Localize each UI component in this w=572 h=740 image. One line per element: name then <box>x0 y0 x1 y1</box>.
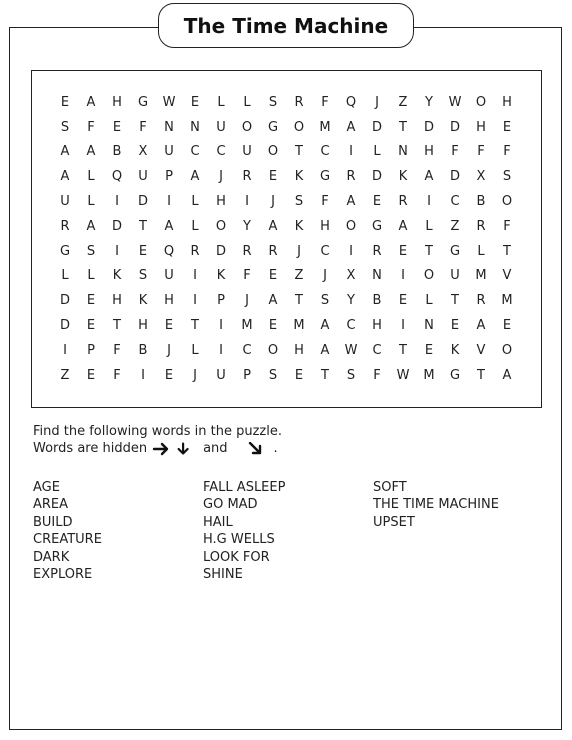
grid-letter: A <box>346 194 356 210</box>
grid-letter: O <box>267 342 279 358</box>
grid-letter: T <box>477 367 485 383</box>
word-item: FALL ASLEEP <box>203 480 286 495</box>
grid-letter: X <box>476 169 486 185</box>
grid-row <box>52 313 520 338</box>
grid-letter: J <box>219 169 223 185</box>
grid-letter: S <box>138 268 148 284</box>
grid-letter: F <box>373 367 381 383</box>
grid-letter: S <box>502 169 512 185</box>
grid-letter: C <box>320 144 330 160</box>
grid-letter: E <box>60 94 70 110</box>
word-list-column-3 <box>373 479 499 531</box>
word-item: SOFT <box>373 480 407 495</box>
grid-letter: C <box>346 318 356 334</box>
word-item: THE TIME MACHINE <box>373 497 499 513</box>
grid-letter: N <box>372 268 382 284</box>
grid-letter: I <box>63 342 67 358</box>
grid-letter: T <box>451 293 459 309</box>
grid-letter: O <box>215 218 227 234</box>
grid-letter: K <box>398 169 408 185</box>
grid-letter: H <box>320 218 330 234</box>
grid-letter: L <box>87 169 95 185</box>
word-item: EXPLORE <box>33 567 93 583</box>
grid-letter: I <box>167 194 171 210</box>
instructions-line-2 <box>33 440 282 457</box>
grid-letter: R <box>60 218 70 234</box>
grid-letter: M <box>319 119 331 135</box>
grid-letter: M <box>475 268 487 284</box>
grid-letter: D <box>423 119 434 135</box>
grid-letter: T <box>425 243 433 259</box>
grid-letter: O <box>475 94 487 110</box>
grid-letter: R <box>268 243 278 259</box>
grid-letter: E <box>398 243 408 259</box>
word-item: AGE <box>33 480 60 495</box>
grid-letter: E <box>424 342 434 358</box>
grid-letter: L <box>191 342 199 358</box>
grid-letter: F <box>451 144 459 160</box>
grid-letter: K <box>112 268 122 284</box>
grid-letter: S <box>294 194 304 210</box>
grid-letter: U <box>216 119 226 135</box>
instructions <box>33 423 282 457</box>
grid-letter: T <box>295 144 303 160</box>
grid-letter: N <box>398 144 408 160</box>
word-item: DARK <box>33 549 70 565</box>
grid-letter: I <box>427 194 431 210</box>
grid-letter: H <box>112 94 122 110</box>
grid-letter: U <box>164 268 174 284</box>
grid-letter: O <box>501 194 513 210</box>
grid-letter: E <box>86 318 96 334</box>
grid-letter: J <box>271 194 275 210</box>
grid-letter: D <box>137 194 148 210</box>
grid-letter: C <box>190 144 200 160</box>
grid-letter: K <box>450 342 460 358</box>
word-list-column-1 <box>33 479 102 583</box>
word-item: LOOK FOR <box>203 549 270 565</box>
grid-letter: U <box>242 144 252 160</box>
grid-letter: I <box>115 243 119 259</box>
grid-letter: G <box>449 367 461 383</box>
grid-letter: N <box>424 318 434 334</box>
grid-letter: P <box>165 169 173 185</box>
grid-letter: J <box>245 293 249 309</box>
grid-letter: J <box>297 243 301 259</box>
grid-letter: Y <box>347 293 355 309</box>
grid-letter: G <box>371 218 383 234</box>
grid-letter: E <box>450 318 460 334</box>
grid-letter: Z <box>60 367 70 383</box>
grid-letter: H <box>112 293 122 309</box>
grid-letter: F <box>321 94 329 110</box>
grid-letter: E <box>190 94 200 110</box>
grid-row <box>52 189 520 214</box>
grid-letter: A <box>424 169 434 185</box>
word-item: BUILD <box>33 514 73 530</box>
grid-letter: F <box>139 119 147 135</box>
grid-row <box>52 164 520 189</box>
grid-letter: K <box>294 218 304 234</box>
grid-letter: J <box>193 367 197 383</box>
grid-letter: E <box>164 318 174 334</box>
grid-letter: O <box>267 144 279 160</box>
grid-letter: C <box>242 342 252 358</box>
grid-letter: I <box>349 243 353 259</box>
grid-letter: T <box>113 318 121 334</box>
grid-letter: A <box>164 218 174 234</box>
grid-letter: X <box>346 268 356 284</box>
grid-letter: L <box>477 243 485 259</box>
grid-letter: L <box>425 293 433 309</box>
grid-letter: A <box>502 367 512 383</box>
grid-letter: P <box>243 367 251 383</box>
grid-letter: G <box>319 169 331 185</box>
grid-letter: K <box>294 169 304 185</box>
arrow-down-right-icon <box>246 442 266 456</box>
grid-letter: L <box>87 268 95 284</box>
grid-letter: B <box>112 144 122 160</box>
grid-letter: R <box>476 218 486 234</box>
grid-letter: S <box>60 119 70 135</box>
grid-letter: F <box>503 218 511 234</box>
grid-letter: C <box>320 243 330 259</box>
grid-letter: G <box>59 243 71 259</box>
word-item: GO MAD <box>203 497 258 513</box>
grid-letter: P <box>217 293 225 309</box>
grid-letter: U <box>138 169 148 185</box>
grid-letter: T <box>399 342 407 358</box>
grid-letter: E <box>86 293 96 309</box>
grid-letter: F <box>321 194 329 210</box>
grid-letter: Y <box>425 94 433 110</box>
grid-letter: G <box>267 119 279 135</box>
grid-letter: E <box>112 119 122 135</box>
grid-letter: L <box>425 218 433 234</box>
grid-letter: A <box>320 342 330 358</box>
word-item: HAIL <box>203 514 233 530</box>
instructions-and: and <box>203 441 228 456</box>
grid-letter: I <box>219 342 223 358</box>
grid-letter: A <box>476 318 486 334</box>
grid-letter: E <box>372 194 382 210</box>
grid-letter: J <box>167 342 171 358</box>
grid-letter: A <box>268 218 278 234</box>
word-list-column-2 <box>203 479 285 583</box>
grid-letter: E <box>502 318 512 334</box>
grid-letter: O <box>293 119 305 135</box>
grid-letter: F <box>113 342 121 358</box>
grid-letter: I <box>193 293 197 309</box>
grid-letter: M <box>293 318 305 334</box>
grid-letter: E <box>502 119 512 135</box>
grid-letter: F <box>87 119 95 135</box>
grid-row <box>52 90 520 115</box>
grid-letter: A <box>86 144 96 160</box>
grid-letter: Q <box>163 243 175 259</box>
grid-letter: F <box>477 144 485 160</box>
word-item: H.G WELLS <box>203 532 275 548</box>
grid-letter: O <box>501 342 513 358</box>
grid-letter: D <box>59 293 70 309</box>
grid-letter: T <box>399 119 407 135</box>
grid-letter: L <box>61 268 69 284</box>
letter-grid <box>52 90 520 388</box>
grid-letter: B <box>476 194 486 210</box>
grid-letter: K <box>138 293 148 309</box>
grid-letter: J <box>375 94 379 110</box>
grid-letter: D <box>111 218 122 234</box>
word-item: AREA <box>33 497 69 513</box>
grid-letter: I <box>245 194 249 210</box>
title-banner <box>158 3 414 48</box>
grid-letter: T <box>191 318 199 334</box>
grid-letter: X <box>138 144 148 160</box>
grid-letter: Y <box>243 218 251 234</box>
grid-letter: L <box>217 94 225 110</box>
grid-letter: T <box>503 243 511 259</box>
grid-row <box>52 239 520 264</box>
grid-letter: N <box>190 119 200 135</box>
grid-letter: R <box>242 169 252 185</box>
grid-letter: W <box>344 342 358 358</box>
grid-letter: D <box>59 318 70 334</box>
grid-letter: M <box>241 318 253 334</box>
grid-letter: A <box>346 119 356 135</box>
grid-letter: R <box>398 194 408 210</box>
grid-letter: S <box>268 94 278 110</box>
grid-letter: I <box>401 318 405 334</box>
grid-letter: D <box>371 119 382 135</box>
grid-letter: K <box>216 268 226 284</box>
grid-letter: T <box>321 367 329 383</box>
grid-letter: H <box>502 94 512 110</box>
grid-letter: D <box>449 119 460 135</box>
grid-letter: A <box>60 144 70 160</box>
grid-letter: Z <box>450 218 460 234</box>
grid-letter: E <box>294 367 304 383</box>
grid-row <box>52 338 520 363</box>
grid-letter: S <box>346 367 356 383</box>
grid-letter: D <box>449 169 460 185</box>
grid-letter: L <box>191 218 199 234</box>
grid-letter: B <box>372 293 382 309</box>
grid-letter: A <box>86 218 96 234</box>
grid-letter: R <box>242 243 252 259</box>
grid-letter: O <box>345 218 357 234</box>
grid-letter: F <box>503 144 511 160</box>
grid-letter: H <box>372 318 382 334</box>
grid-letter: E <box>268 268 278 284</box>
grid-letter: U <box>216 367 226 383</box>
grid-letter: V <box>502 268 512 284</box>
grid-letter: T <box>139 218 147 234</box>
grid-letter: J <box>323 268 327 284</box>
grid-letter: Q <box>345 94 357 110</box>
grid-letter: Z <box>294 268 304 284</box>
grid-letter: R <box>294 94 304 110</box>
grid-letter: R <box>476 293 486 309</box>
instructions-line-1: Find the following words in the puzzle. <box>33 424 282 439</box>
grid-letter: R <box>372 243 382 259</box>
grid-letter: A <box>60 169 70 185</box>
word-item: SHINE <box>203 567 243 583</box>
grid-letter: S <box>86 243 96 259</box>
grid-letter: V <box>476 342 486 358</box>
grid-letter: E <box>164 367 174 383</box>
grid-letter: G <box>137 94 149 110</box>
grid-row <box>52 115 520 140</box>
grid-letter: H <box>294 342 304 358</box>
grid-letter: E <box>268 318 278 334</box>
grid-letter: L <box>87 194 95 210</box>
grid-letter: T <box>295 293 303 309</box>
grid-letter: C <box>216 144 226 160</box>
grid-letter: P <box>87 342 95 358</box>
grid-letter: W <box>448 94 462 110</box>
grid-letter: C <box>372 342 382 358</box>
grid-letter: H <box>138 318 148 334</box>
grid-letter: W <box>162 94 176 110</box>
grid-letter: O <box>241 119 253 135</box>
grid-letter: R <box>346 169 356 185</box>
grid-letter: I <box>115 194 119 210</box>
grid-letter: C <box>450 194 460 210</box>
grid-letter: S <box>268 367 278 383</box>
grid-letter: F <box>113 367 121 383</box>
grid-letter: W <box>396 367 410 383</box>
grid-row <box>52 140 520 165</box>
grid-letter: B <box>138 342 148 358</box>
grid-letter: U <box>450 268 460 284</box>
grid-row <box>52 288 520 313</box>
grid-letter: Q <box>111 169 123 185</box>
grid-letter: I <box>193 268 197 284</box>
grid-letter: I <box>349 144 353 160</box>
grid-letter: E <box>86 367 96 383</box>
instructions-prefix: Words are hidden <box>33 441 148 456</box>
grid-letter: L <box>243 94 251 110</box>
grid-letter: D <box>215 243 226 259</box>
grid-letter: R <box>190 243 200 259</box>
grid-letter: H <box>476 119 486 135</box>
grid-letter: H <box>216 194 226 210</box>
grid-letter: E <box>138 243 148 259</box>
grid-letter: U <box>60 194 70 210</box>
puzzle-box <box>31 70 542 408</box>
grid-letter: A <box>86 94 96 110</box>
word-item: CREATURE <box>33 532 102 548</box>
grid-letter: H <box>164 293 174 309</box>
grid-letter: A <box>190 169 200 185</box>
grid-letter: I <box>141 367 145 383</box>
grid-row <box>52 363 520 388</box>
grid-letter: O <box>423 268 435 284</box>
grid-letter: I <box>219 318 223 334</box>
grid-letter: I <box>401 268 405 284</box>
grid-letter: E <box>268 169 278 185</box>
grid-row <box>52 264 520 289</box>
grid-letter: F <box>243 268 251 284</box>
arrow-right-icon <box>151 442 171 456</box>
arrow-down-icon <box>175 442 193 456</box>
grid-letter: H <box>424 144 434 160</box>
grid-letter: L <box>191 194 199 210</box>
instructions-suffix: . <box>273 441 278 456</box>
grid-letter: A <box>398 218 408 234</box>
page-title: The Time Machine <box>183 13 389 38</box>
grid-row <box>52 214 520 239</box>
grid-letter: G <box>449 243 461 259</box>
grid-letter: E <box>398 293 408 309</box>
grid-letter: L <box>373 144 381 160</box>
grid-letter: M <box>501 293 513 309</box>
grid-letter: S <box>320 293 330 309</box>
grid-letter: D <box>371 169 382 185</box>
grid-letter: Z <box>398 94 408 110</box>
grid-letter: M <box>423 367 435 383</box>
grid-letter: A <box>320 318 330 334</box>
grid-letter: U <box>164 144 174 160</box>
grid-letter: A <box>268 293 278 309</box>
grid-letter: N <box>164 119 174 135</box>
word-item: UPSET <box>373 514 415 530</box>
